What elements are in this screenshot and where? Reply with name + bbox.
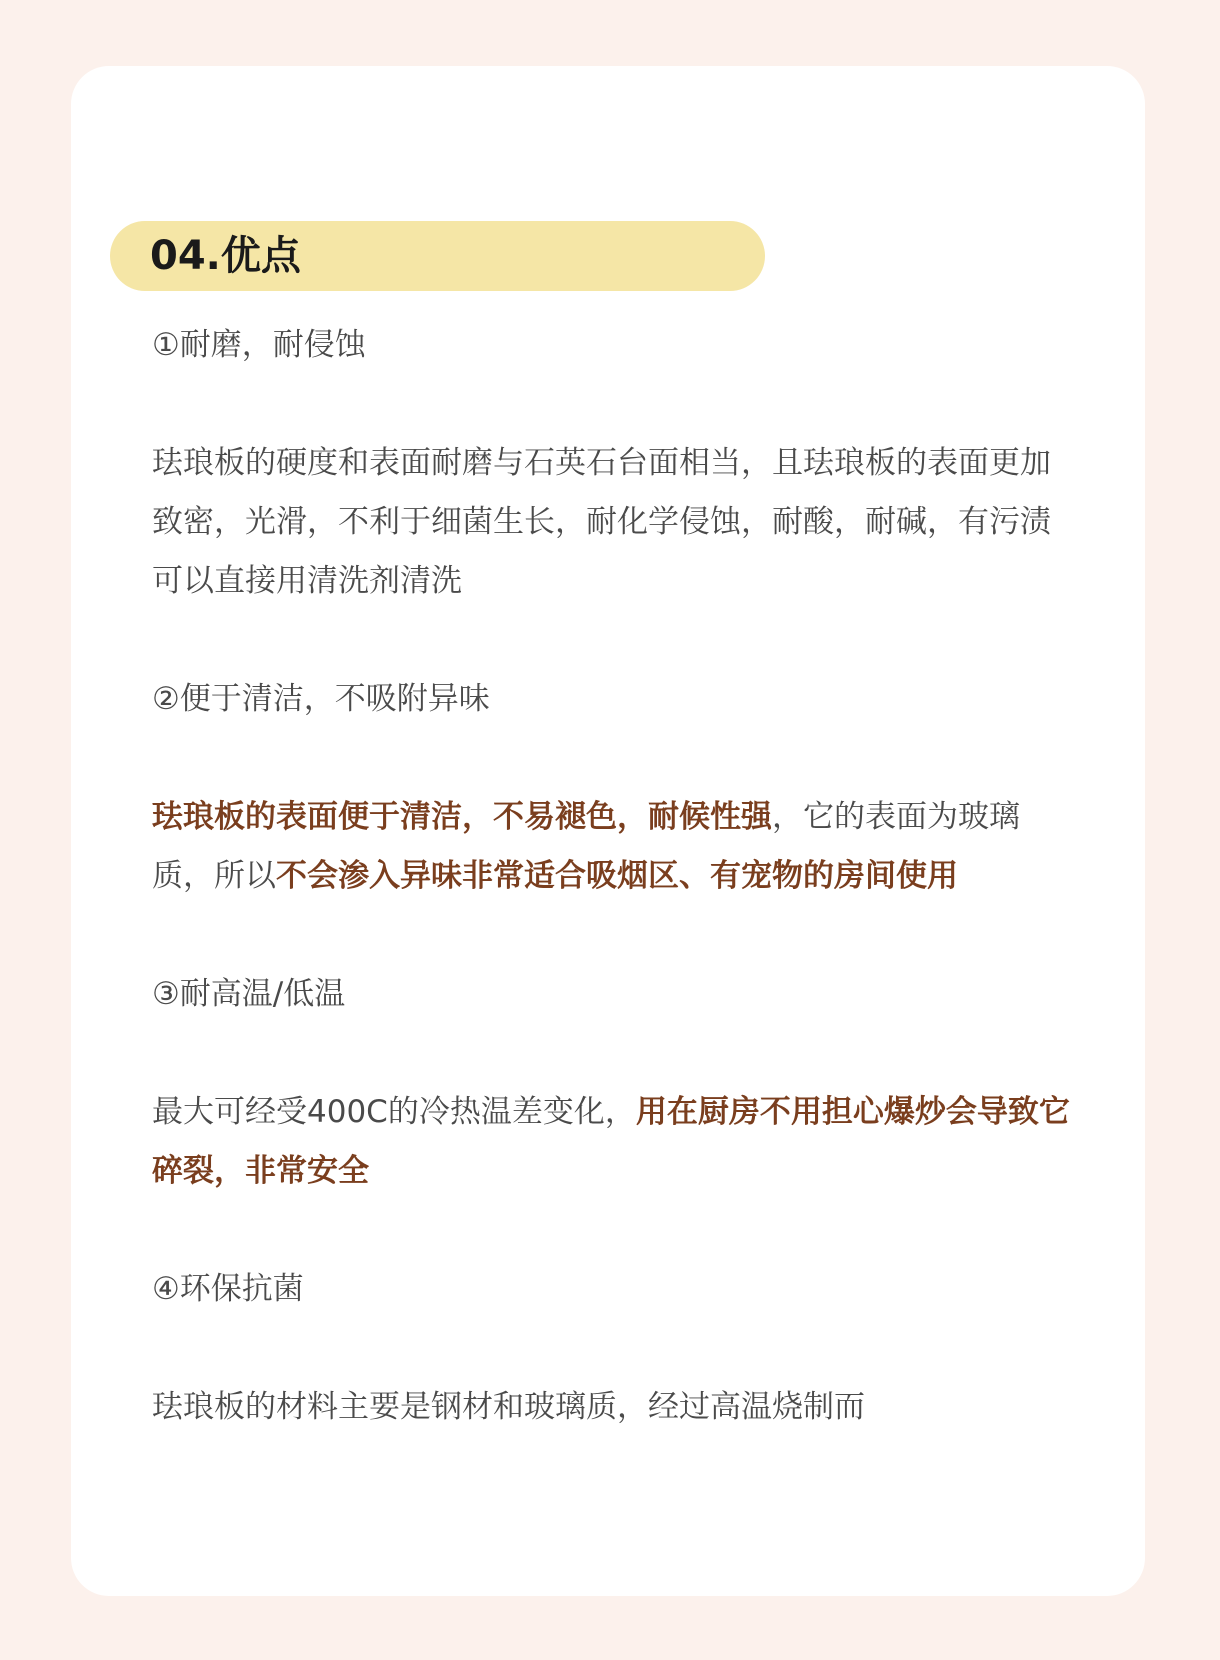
section-title: 04.优点	[150, 233, 301, 279]
highlighted-text: 用在厨房不用担心爆炒会导致它碎裂，非常安全	[152, 1094, 1070, 1189]
point-heading-2: ②便于清洁，不吸附异味	[152, 681, 490, 717]
point-heading-4: ④环保抗菌	[152, 1271, 304, 1307]
point-heading-1: ①耐磨，耐侵蚀	[152, 327, 366, 363]
content-card	[71, 66, 1145, 1596]
section-header-pill	[110, 221, 765, 291]
point-heading-3: ③耐高温/低温	[152, 976, 346, 1012]
highlighted-text: 珐琅板的表面便于清洁，不易褪色，耐候性强	[152, 799, 772, 835]
point-paragraph-2	[152, 788, 1072, 906]
paragraph-text: ，它的表面为玻璃质，所以	[152, 799, 1020, 894]
paragraph-text: 珐琅板的材料主要是钢材和玻璃质，经过高温烧制而	[152, 1389, 865, 1425]
article-body	[152, 316, 1072, 1496]
point-paragraph-3	[152, 1083, 1072, 1201]
point-paragraph-1	[152, 434, 1072, 611]
paragraph-text: 最大可经受400C的冷热温差变化，	[152, 1094, 636, 1130]
paragraph-text: 珐琅板的硬度和表面耐磨与石英石台面相当，且珐琅板的表面更加致密，光滑，不利于细菌生长，耐化学侵蚀，耐酸，耐碱，有污渍可以直接用清洗剂清洗	[152, 445, 1051, 599]
highlighted-text: 不会渗入异味非常适合吸烟区、有宠物的房间使用	[276, 858, 958, 894]
point-paragraph-4	[152, 1378, 1072, 1437]
